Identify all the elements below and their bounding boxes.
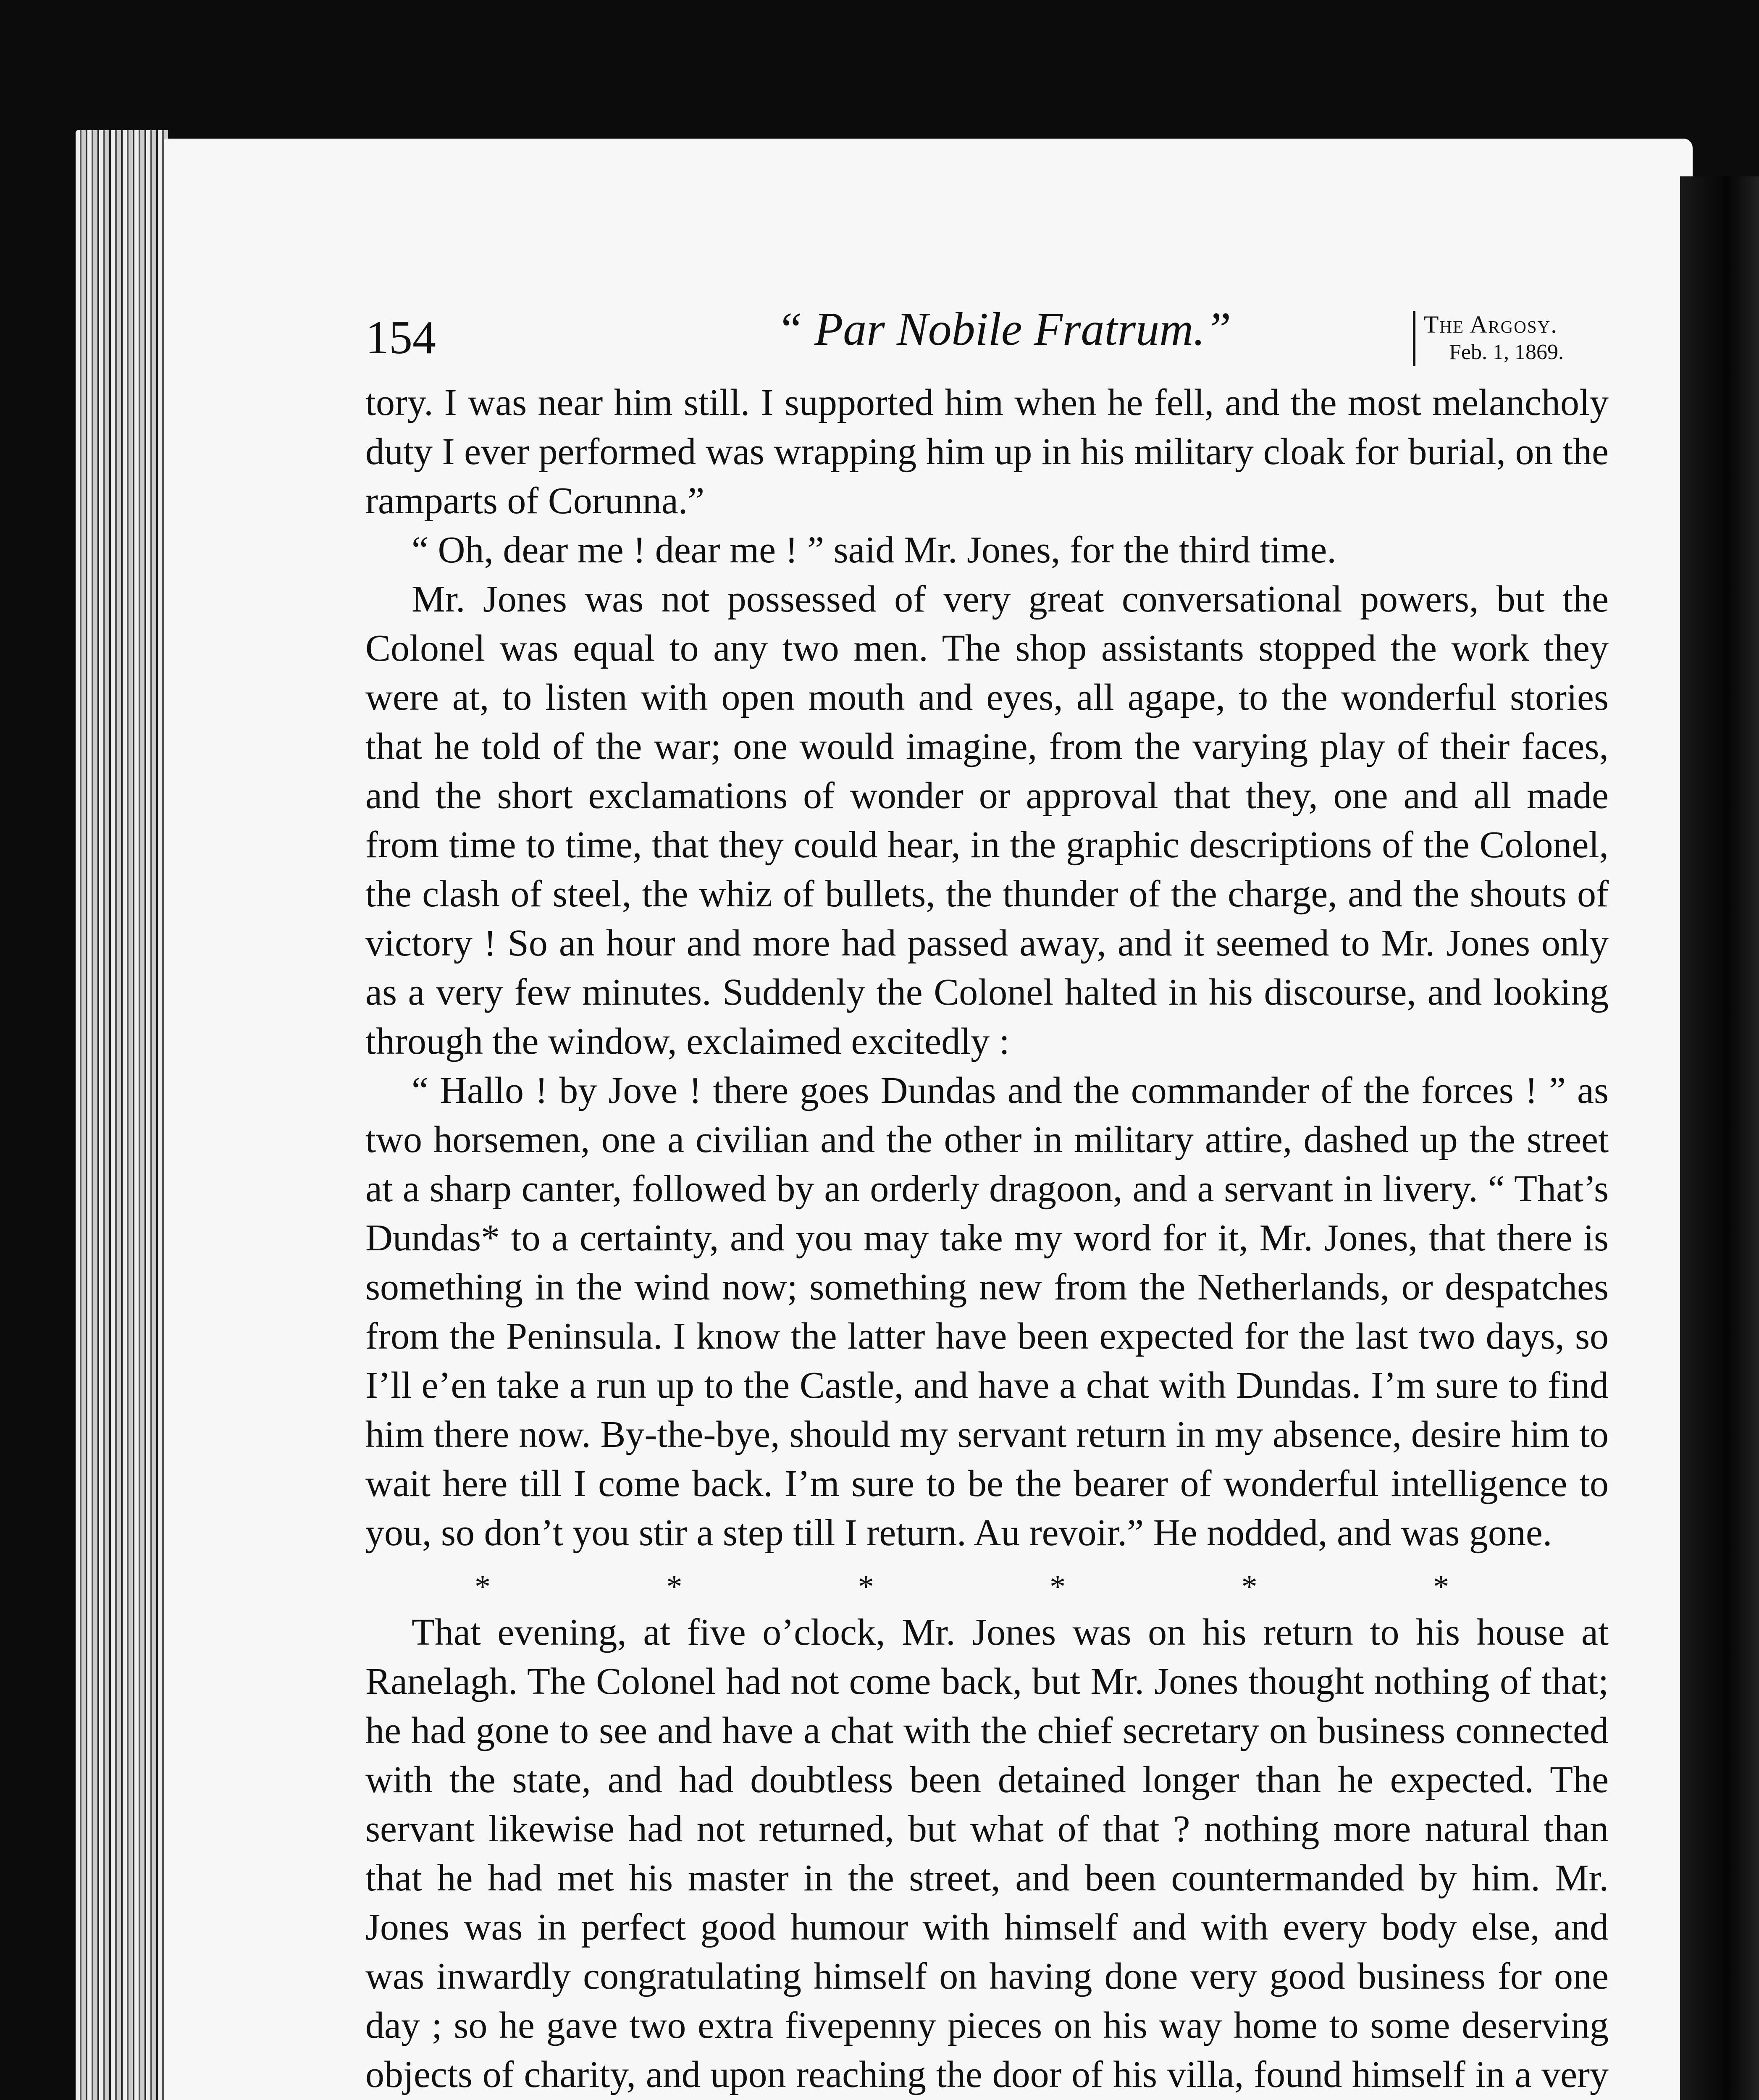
asterism-star: * <box>666 1569 683 1604</box>
page-number: 154 <box>365 312 436 364</box>
paragraph: tory. I was near him still. I supported him when he fell, and the most melancholy duty I ever performed was wrapping him up in his military cloak for burial, on the ramparts of Corunna.” <box>365 382 1609 522</box>
paragraph: “ Oh, dear me ! dear me ! ” said Mr. Jones, for the third time. <box>412 529 1336 571</box>
paragraph: “ Hallo ! by Jove ! there goes Dundas and the commander of the forces ! ” as two horsemen, one a civilian and the other in military attire, dashed up the street at a sharp canter, followed by an orderly dragoon, and a servant in livery. “ That’s Dundas* to a certainty, and you may take my word for it, Mr. Jones, that there is something in the wind now; something new from the Netherlands, or despatches from the Peninsula. I know the latter have been expected for the last two days, so I’ll e’en take a run up to the Castle, and have a chat with Dundas. I’m sure to find him there now. By-the-bye, should my servant return in my absence, desire him to wait here till I come back. I’m sure to be the bearer of wonderful intelligence to you, so don’t you stir a step till I return. Au revoir.” He nodded, and was gone. <box>365 1070 1609 1554</box>
asterism-star: * <box>475 1569 491 1604</box>
paragraph: That evening, at five o’clock, Mr. Jones was on his return to his house at Ranelagh. The Colonel had not come back, but Mr. Jones thought nothing of that; he had gone to see and have a chat with the chief secretary on business connected with the state, and had doubtless been detained longer than he expected. The servant likewise had not returned, but what of that ? nothing more natural than that he had met his master in the street, and been countermanded by him. Mr. Jones was in perfect good humour with himself and with every body else, and was inwardly congratulating himself on having done very good business for one day ; so he gave two extra fivepenny pieces on his way home to some deserving objects of charity, and upon reaching the door of his villa, found himself in a very <box>365 1612 1609 2095</box>
asterism-star: * <box>858 1569 874 1604</box>
section-break <box>365 1557 1609 1608</box>
journal-reference <box>1413 311 1609 366</box>
asterism-star: * <box>1050 1569 1066 1604</box>
body-text <box>365 378 1609 2100</box>
asterism-star: * <box>1433 1569 1449 1604</box>
running-title: “ Par Nobile Fratrum.” <box>776 303 1231 355</box>
journal-date: Feb. 1, 1869. <box>1449 340 1564 364</box>
journal-name: The Argosy. <box>1424 311 1558 338</box>
facing-page-edge <box>1680 176 1759 2100</box>
asterism-star: * <box>1241 1569 1258 1604</box>
paragraph: Mr. Jones was not possessed of very great conversational powers, but the Colonel was equal to any two men. The shop assistants stopped the work they were at, to listen with open mouth and eyes, all agape, to the wonderful stories that he told of the war; one would imagine, from the varying play of their faces, and the short exclamations of wonder or approval that they, one and all made from time to time, that they could hear, in the graphic descriptions of the Colonel, the clash of steel, the whiz of bullets, the thunder of the charge, and the shouts of victory ! So an hour and more had passed away, and it seemed to Mr. Jones only as a very few minutes. Suddenly the Colonel halted in his discourse, and looking through the window, exclaimed excitedly : <box>365 578 1609 1062</box>
running-head <box>365 302 1609 365</box>
book-spine <box>76 130 168 2100</box>
